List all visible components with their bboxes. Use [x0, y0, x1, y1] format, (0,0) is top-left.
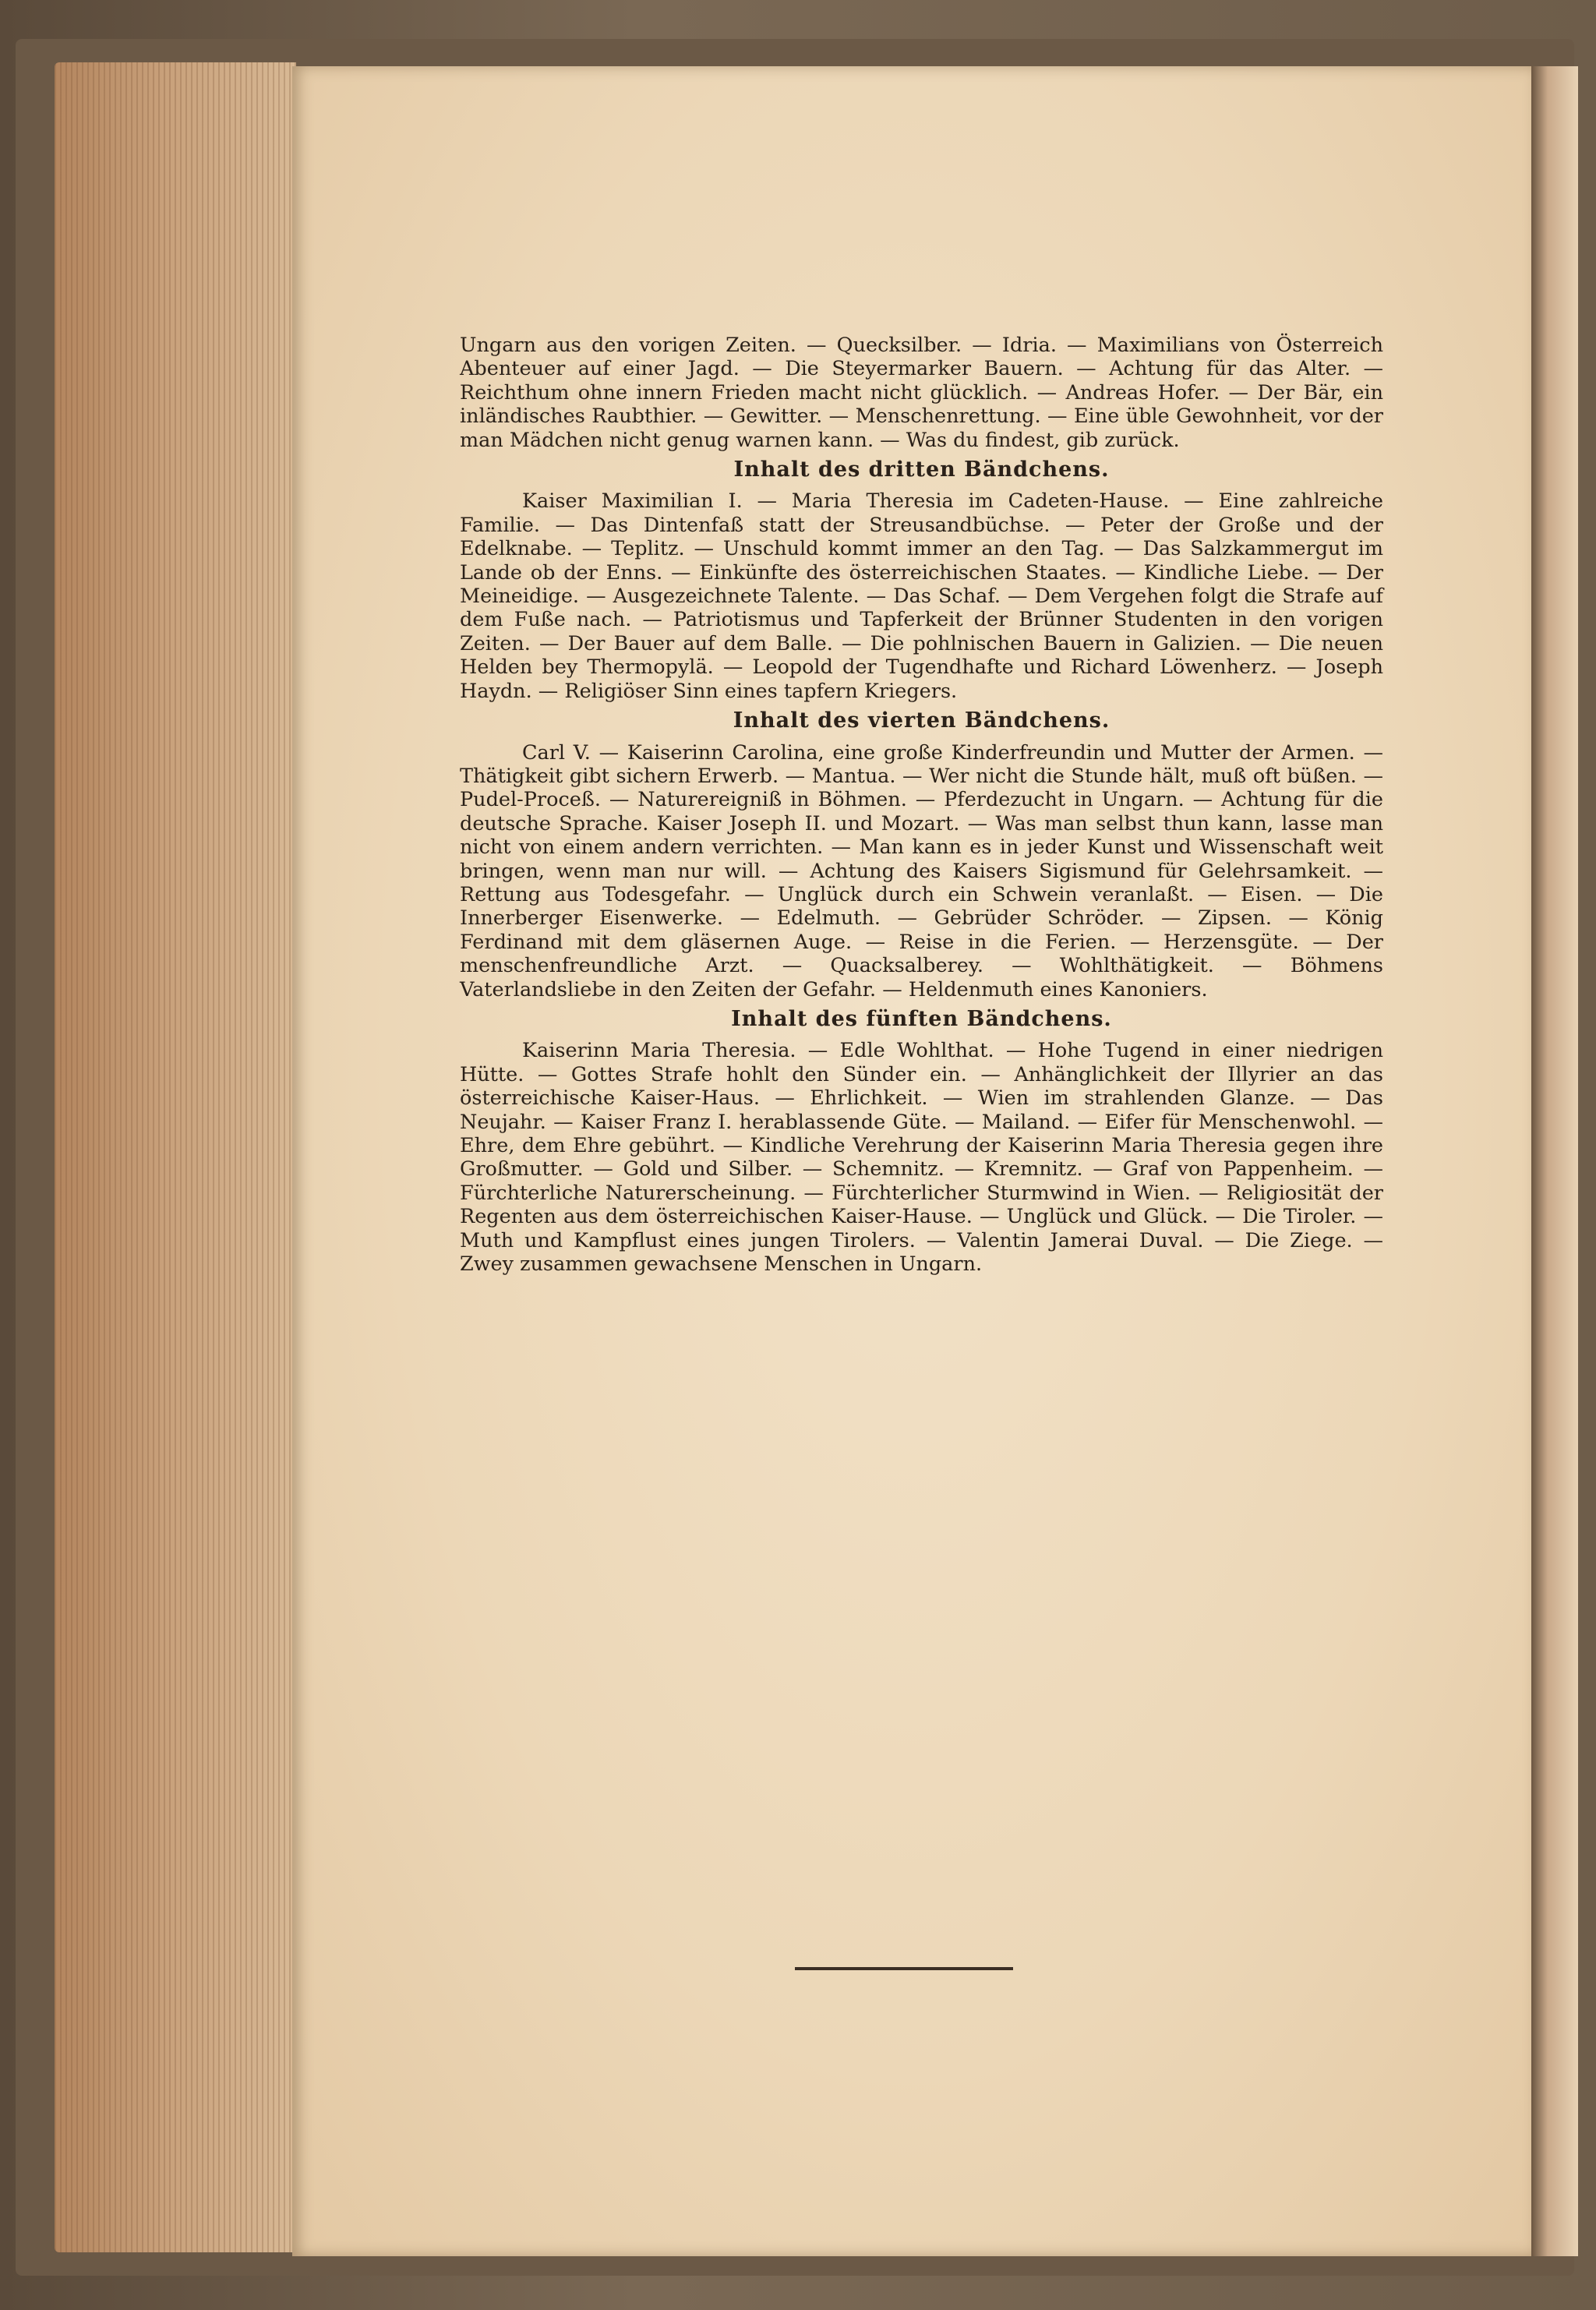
section-body-fourth: Carl V. — Kaiserinn Carolina, eine große Kinderfreundin und Mutter der Armen. — Thätigkeit gibt sichern Erwerb. — Mantua. — Wer nicht die Stunde hält, muß oft büßen. — Pudel-Proceß. — Naturereigniß in Böhmen. — Pferdezucht in Ungarn. — Achtung für die deutsche Sprache. Kaiser Joseph II. und Mozart. — Was man selbst thun kann, lasse man nicht von einem andern verrichten. — Man kann es in jeder Kunst und Wissenschaft weit bringen, wenn man nur will. — Achtung des Kaisers Sigismund für Gelehrsamkeit. — Rettung aus Todesgefahr. — Unglück durch ein Schwein veranlaßt. — Eisen. — Die Innerberger Eisenwerke. — Edelmuth. — Gebrüder Schröder. — Zipsen. — König Ferdinand mit dem gläsernen Auge. — Reise in die Ferien. — Herzensgüte. — Der menschenfreundliche Arzt. — Quacksalberey. — Wohlthätigkeit. — Böhmens Vaterlandsliebe in den Zeiten der Gefahr. — Heldenmuth eines Kanoniers. — [460, 740, 1383, 1001]
section-body-fifth: Kaiserinn Maria Theresia. — Edle Wohlthat. — Hohe Tugend in einer niedrigen Hütte. — Gottes Strafe hohlt den Sünder ein. — Anhänglichkeit der Illyrier an das österreichische Kaiser-Haus. — Ehrlichkeit. — Wien im strahlenden Glanze. — Das Neujahr. — Kaiser Franz I. herablassende Güte. — Mailand. — Eifer für Menschenwohl. — Ehre, dem Ehre gebührt. — Kindliche Verehrung der Kaiserinn Maria Theresia gegen ihre Großmutter. — Gold und Silber. — Schemnitz. — Kremnitz. — Graf von Pappenheim. — Fürchterliche Naturerscheinung. — Fürchterlicher Sturmwind in Wien. — Religiosität der Regenten aus dem österreichischen Kaiser-Hause. — Unglück und Glück. — Die Tiroler. — Muth und Kampflust eines jungen Tirolers. — Valentin Jamerai Duval. — Die Ziege. — Zwey zusammen gewachsene Menschen in Ungarn. — [460, 1039, 1383, 1277]
section-heading-fifth: Inhalt des fünften Bändchens. — [731, 1006, 1112, 1031]
intro-paragraph: Ungarn aus den vorigen Zeiten. — Quecksilber. — Idria. — Maximilians von Österreich Abenteuer auf einer Jagd. — Die Steyermarker Bauern. — Achtung für das Alter. — Reichthum ohne innern Frieden macht nicht glücklich. — Andreas Hofer. — Der Bär, ein inländisches Raubthier. — Gewitter. — Menschenrettung. — Eine üble Gewohnheit, vor der man Mädchen nicht genug warnen kann. — Was du findest, gib zurück. — [460, 334, 1383, 452]
page-text — [460, 334, 1383, 1276]
section-heading-fourth: Inhalt des vierten Bändchens. — [733, 708, 1110, 733]
section-body-third: Kaiser Maximilian I. — Maria Theresia im Cadeten-Hause. — Eine zahlreiche Familie. — Das Dintenfaß statt der Streusandbüchse. — Peter der Große und der Edelknabe. — Teplitz. — Unschuld kommt immer an den Tag. — Das Salzkammergut im Lande ob der Enns. — Einkünfte des österreichischen Staates. — Kindliche Liebe. — Der Meineidige. — Ausgezeichnete Talente. — Das Schaf. — Dem Vergehen folgt die Strafe auf dem Fuße nach. — Patriotismus und Tapferkeit der Brünner Studenten in den vorigen Zeiten. — Der Bauer auf dem Balle. — Die pohlnischen Bauern in Galizien. — Die neuen Helden bey Thermopylä. — Leopold der Tugendhafte und Richard Löwenherz. — Joseph Haydn. — Religiöser Sinn eines tapfern Kriegers. — [460, 489, 1383, 703]
end-rule — [795, 1967, 1013, 1970]
facing-page-edge — [1531, 66, 1578, 2256]
page-stack-edge — [55, 62, 296, 2252]
section-heading-third: Inhalt des dritten Bändchens. — [733, 457, 1110, 482]
